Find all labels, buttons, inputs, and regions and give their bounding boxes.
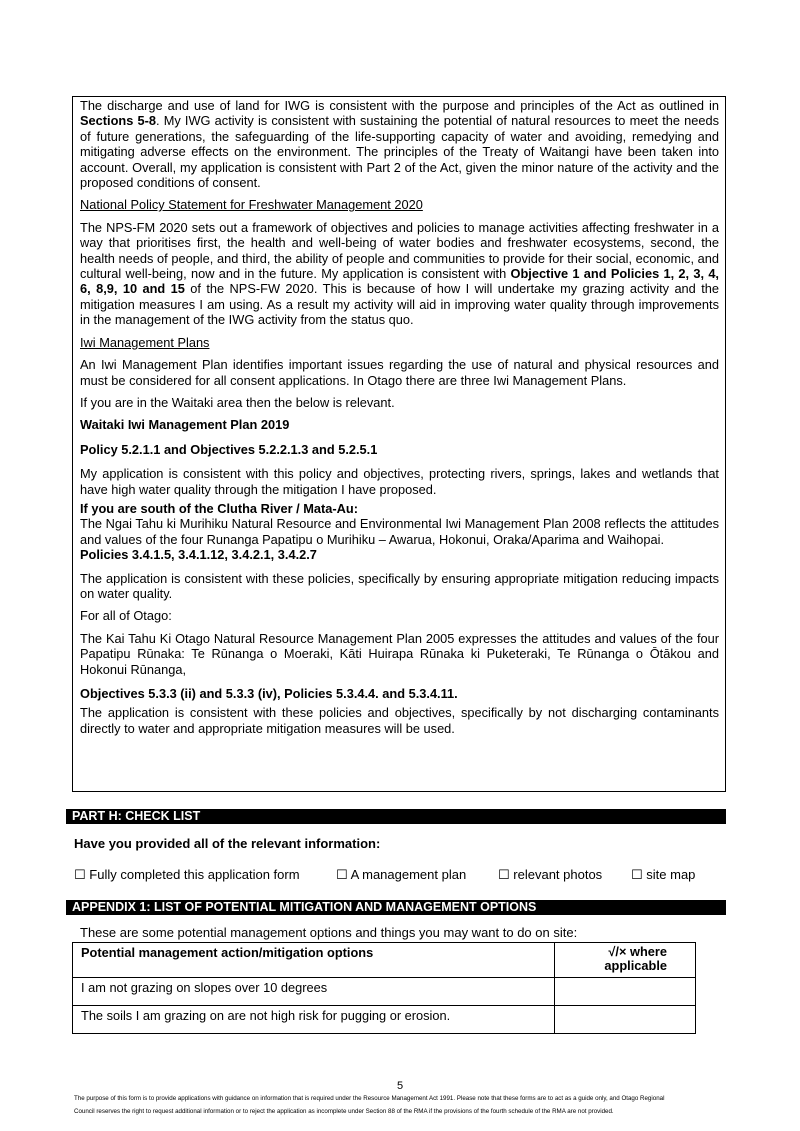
clutha-consistent: The application is consistent with these policies, specifically by ensuring appropriate mitigation reducing impacts on water quality. bbox=[80, 570, 719, 601]
iwi-heading: Iwi Management Plans bbox=[80, 334, 210, 350]
table-cell-option: The soils I am grazing on are not high risk for pugging or erosion. bbox=[73, 1006, 555, 1034]
footer-disclaimer: The purpose of this form is to provide applications with guidance on information that is required under the Resource Management Act 1991. Please note that these forms are to act as a guide only, and Otago Regional Council reserves the right to request additional information or to reject the application as incomplete under Section 88 of the RMA if the provisions of the fourth schedule of the RMA are not provided. bbox=[74, 1095, 665, 1115]
iwi-paragraph: An Iwi Management Plan identifies important issues regarding the use of natural and physical resources and must be considered for all consent applications. In Otago there are three Iwi Management Plans. bbox=[80, 357, 719, 388]
clutha-policies: Policies 3.4.1.5, 3.4.1.12, 3.4.2.1, 3.4.2.7 bbox=[80, 547, 317, 563]
clutha-paragraph: The Ngai Tahu ki Murihiku Natural Resource and Environmental Iwi Management Plan 2008 reflects the attitudes and values of the four Runanga Papatipu o Murihiku – Awarua, Hokonui, Oraka/Aparima and Waihopai. bbox=[80, 516, 719, 547]
table-cell-applicable[interactable] bbox=[555, 1006, 696, 1034]
table-header-row bbox=[73, 943, 696, 978]
checklist-item-management-plan[interactable]: ☐ A management plan bbox=[336, 867, 467, 882]
waitaki-intro: If you are in the Waitaki area then the below is relevant. bbox=[80, 394, 395, 410]
clutha-heading: If you are south of the Clutha River / Mata-Au: bbox=[80, 500, 358, 516]
checkbox-icon[interactable]: ☐ bbox=[74, 867, 86, 882]
waitaki-plan-heading: Waitaki Iwi Management Plan 2019 bbox=[80, 417, 290, 433]
table-cell-option: I am not grazing on slopes over 10 degrees bbox=[73, 978, 555, 1006]
checklist-item-site-map[interactable]: ☐ site map bbox=[631, 867, 696, 882]
table-row bbox=[73, 978, 696, 1006]
assessment-box bbox=[72, 96, 726, 792]
checklist-item-application-form[interactable]: ☐ Fully completed this application form bbox=[74, 867, 300, 882]
appendix-intro: These are some potential management options and things you may want to do on site: bbox=[80, 925, 578, 940]
waitaki-paragraph: My application is consistent with this policy and objectives, protecting rivers, springs, lakes and wetlands that have high water quality through the mitigation I have proposed. bbox=[80, 466, 719, 497]
table-row bbox=[73, 1006, 696, 1034]
table-header-options: Potential management action/mitigation options bbox=[73, 943, 555, 978]
part-h-heading: PART H: CHECK LIST bbox=[66, 809, 726, 824]
page-number: 5 bbox=[396, 1080, 404, 1092]
checkbox-icon[interactable]: ☐ bbox=[498, 867, 510, 882]
kai-tahu-paragraph: The Kai Tahu Ki Otago Natural Resource Management Plan 2005 expresses the attitudes and values of the four Papatipu Rūnaka: Te Rūnanga o Moeraki, Kāti Huirapa Rūnaka ki Puketeraki, Te Rūnanga o Ōtākou and Hokonui Rūnanga, bbox=[80, 630, 719, 677]
appendix-1-heading: APPENDIX 1: LIST OF POTENTIAL MITIGATION AND MANAGEMENT OPTIONS bbox=[66, 900, 726, 915]
checkbox-icon[interactable]: ☐ bbox=[336, 867, 348, 882]
waitaki-policy-heading: Policy 5.2.1.1 and Objectives 5.2.2.1.3 and 5.2.5.1 bbox=[80, 441, 378, 457]
kai-tahu-objectives: Objectives 5.3.3 (ii) and 5.3.3 (iv), Policies 5.3.4.4. and 5.3.4.11. bbox=[80, 686, 458, 701]
kai-tahu-consistent: The application is consistent with these policies and objectives, specifically by not discharging contaminants directly to water and appropriate mitigation measures will be used. bbox=[80, 705, 719, 736]
checklist-question: Have you provided all of the relevant information: bbox=[74, 836, 381, 851]
table-cell-applicable[interactable] bbox=[555, 978, 696, 1006]
nps-heading: National Policy Statement for Freshwater Management 2020 bbox=[80, 197, 423, 213]
checkbox-icon[interactable]: ☐ bbox=[631, 867, 643, 882]
all-otago-label: For all of Otago: bbox=[80, 608, 172, 624]
nps-paragraph: The NPS-FM 2020 sets out a framework of objectives and policies to manage activities affecting freshwater in a way that prioritises first, the health and well-being of water bodies and freshwater ecosystems, second, the health needs of people, and third, the ability of people and communities to provide for their social, economic, and cultural well-being, now and in the future. My application is consistent with Objective 1 and Policies 1, 2, 3, 4, 6, 8,9, 10 and 15 of the NPS-FW 2020. This is because of how I will undertake my grazing activity and the mitigation measures I am using. As a result my activity will aid in improving water quality through improvements in the management of the IWG activity from the status quo. bbox=[80, 219, 719, 328]
mitigation-table bbox=[72, 942, 696, 1034]
checklist bbox=[74, 867, 734, 885]
table-header-applicable: √/× where applicable bbox=[555, 943, 696, 978]
part2-paragraph: The discharge and use of land for IWG is consistent with the purpose and principles of the Act as outlined in Sections 5-8. My IWG activity is consistent with sustaining the potential of natural resources to meet the needs of future generations, the safeguarding of the life-supporting capacity of water and avoiding, remedying and mitigating adverse effects on the environment. The principles of the Treaty of Waitangi have been taken into account. Overall, my application is consistent with Part 2 of the Act, given the minor nature of the activity and the proposed conditions of consent. bbox=[80, 98, 720, 191]
checklist-item-relevant-photos[interactable]: ☐ relevant photos bbox=[498, 867, 603, 882]
